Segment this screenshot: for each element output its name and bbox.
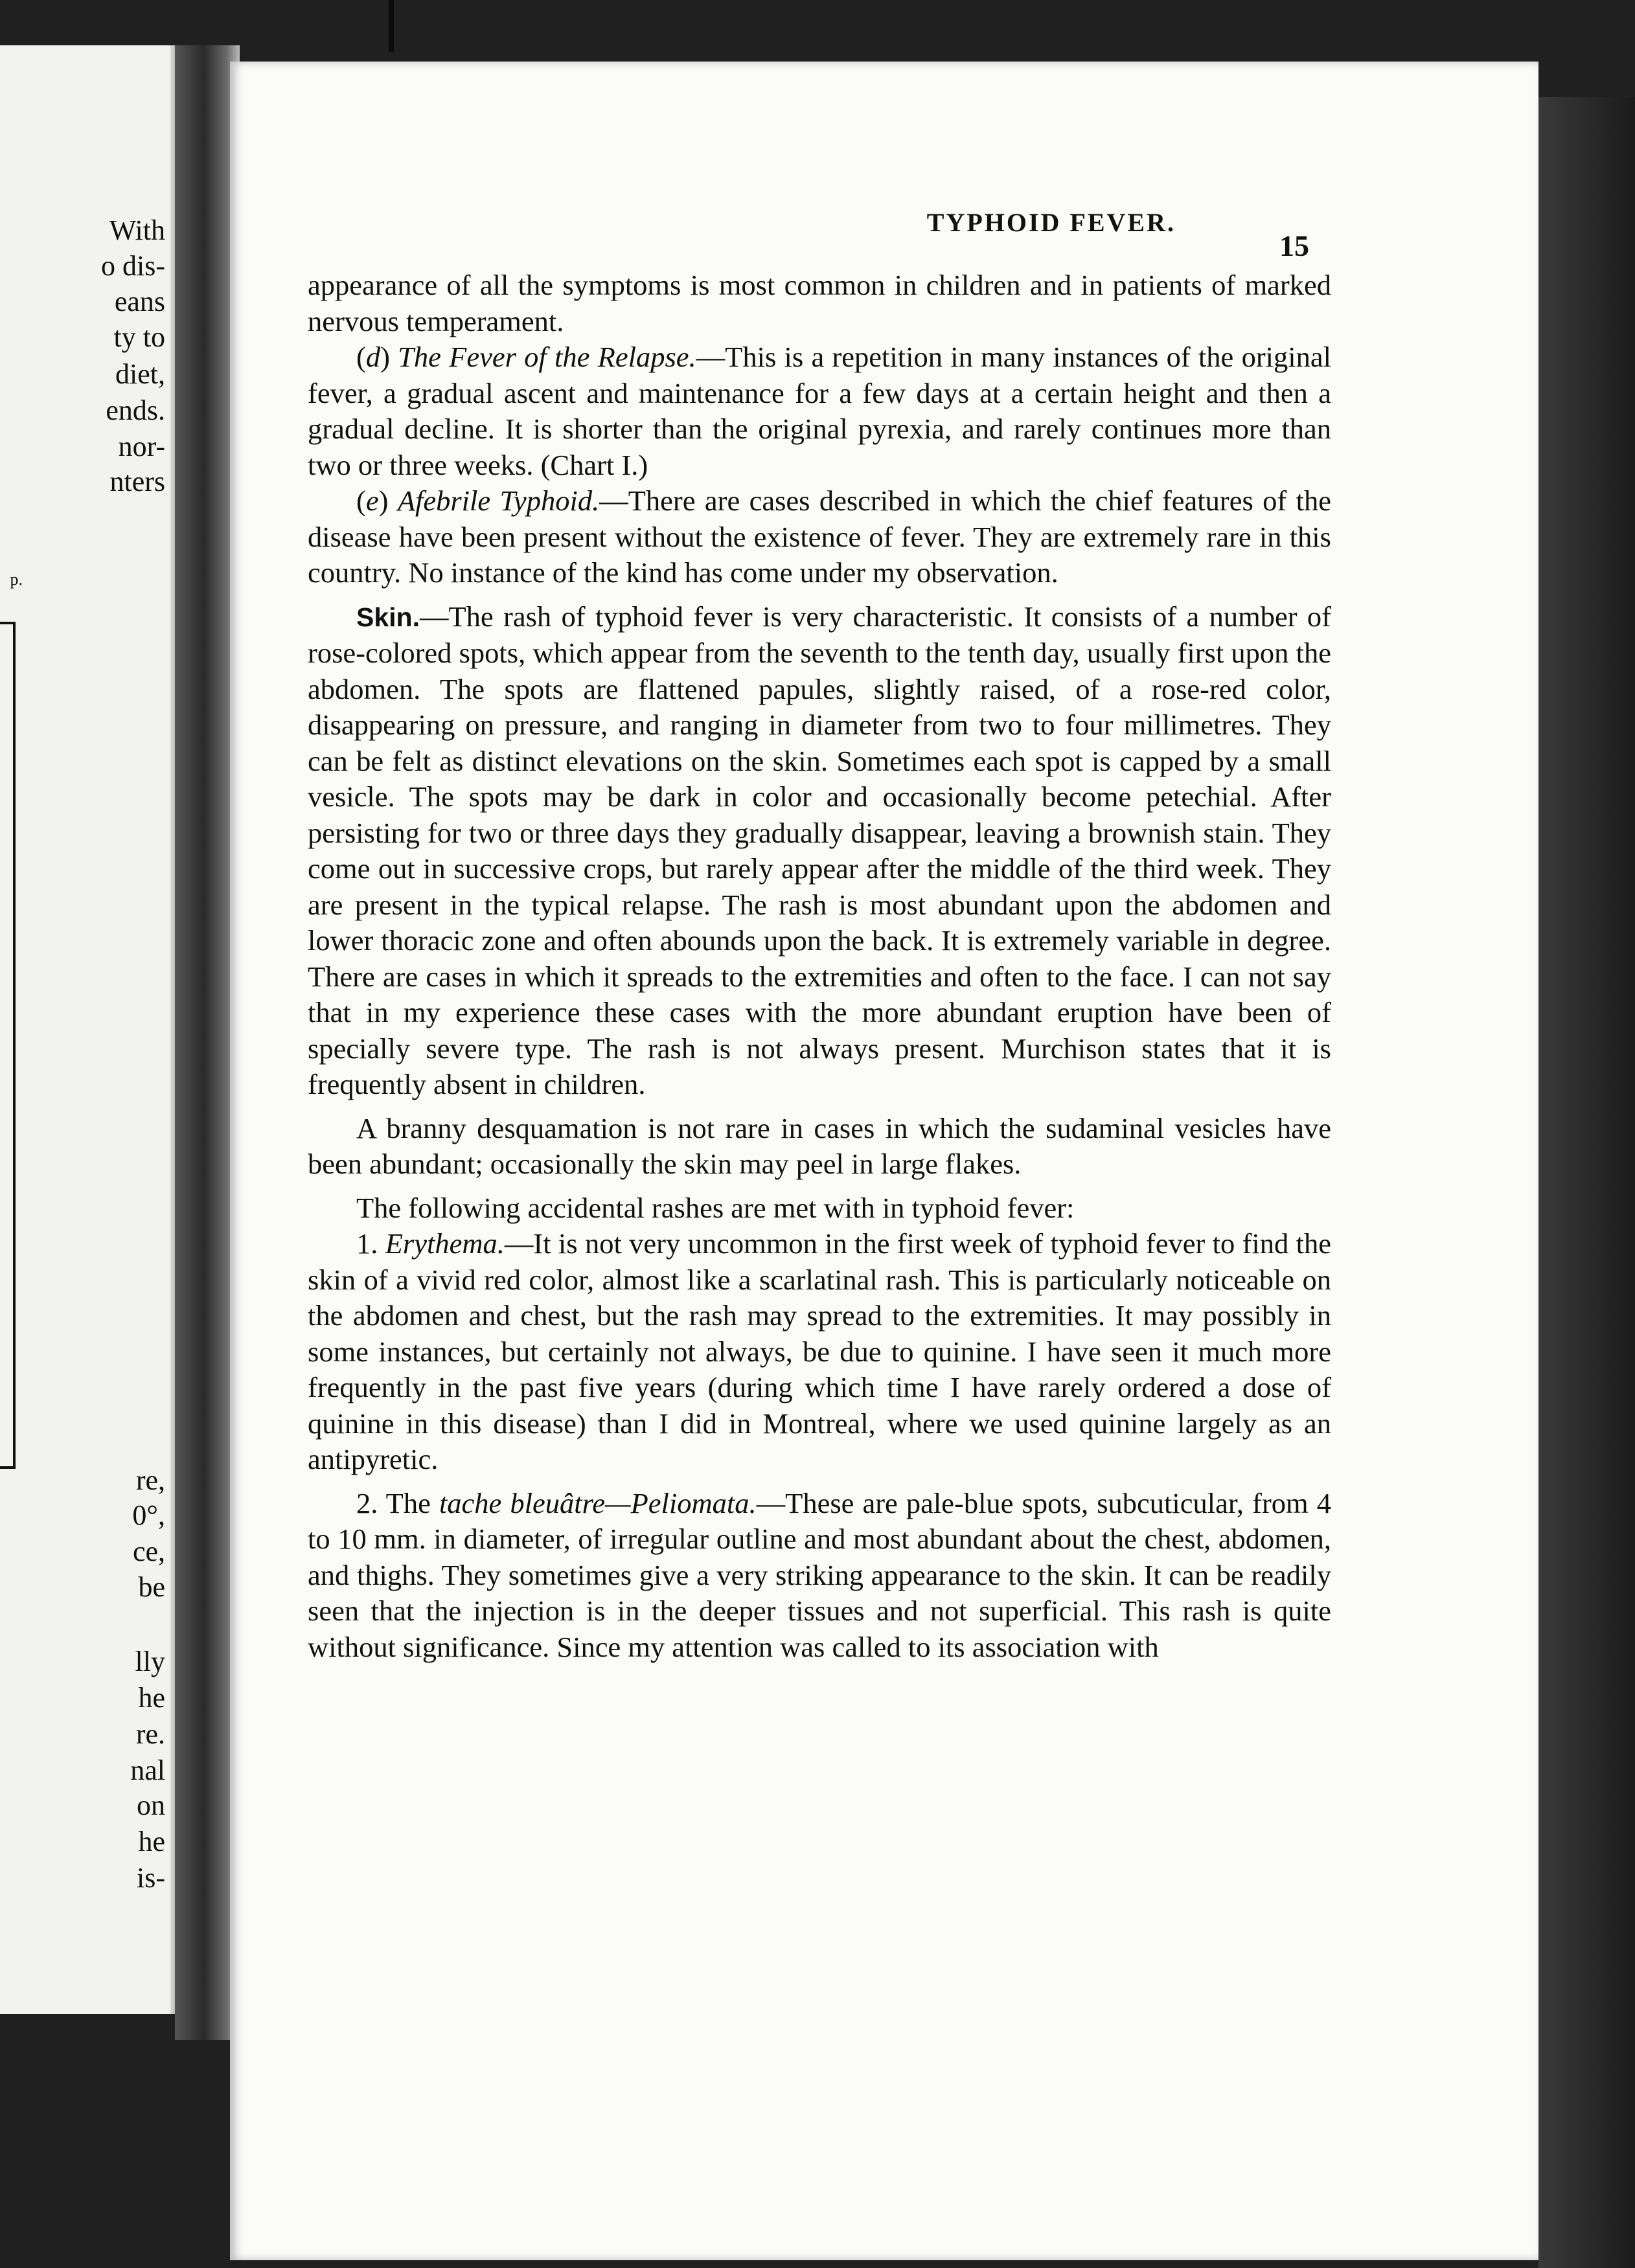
italic-run: The Fever of the Relapse. — [398, 341, 696, 373]
facing-page-fragment: ce, — [132, 1536, 165, 1567]
facing-page-fragment: ty to — [113, 321, 165, 353]
facing-page-fragment: nters — [109, 466, 165, 497]
facing-page-fragment: With — [109, 214, 165, 246]
facing-page-fragment: he — [138, 1682, 165, 1714]
scan-right-edge — [1538, 97, 1635, 2268]
facing-page-fragment: diet, — [115, 358, 165, 390]
facing-page-fragment: he — [138, 1826, 165, 1857]
italic-run: e — [365, 484, 379, 517]
section-heading-run: Skin. — [356, 602, 420, 632]
text-run: The following accidental rashes are met with in typhoid fever: — [356, 1191, 1075, 1224]
facing-page-fragment: nal — [130, 1754, 165, 1786]
italic-run: Afebrile Typhoid. — [397, 484, 600, 517]
text-run: 2. The — [356, 1486, 439, 1519]
paragraph-accidental-rashes-intro — [308, 1190, 1331, 1227]
facing-page-fragment: eans — [114, 286, 165, 317]
facing-page-fragment: re. — [135, 1718, 165, 1750]
facing-page-fragment: p. — [10, 570, 23, 589]
text-run: appearance of all the symptoms is most common in children and in patients of marked nervous temperament. — [308, 269, 1331, 337]
facing-page-fragment: re, — [135, 1464, 165, 1496]
text-run: —These are pale-blue spots, subcuticular, from 4 to 10 mm. in diameter, of irregular outline and most abundant about the chest, abdomen, and thighs. They sometimes give a very striking appearance to the skin. It can be readily seen that the injection is in the deeper tissues and not superficial. This rash is quite without significance. Since my attention was called to its association with — [308, 1486, 1331, 1663]
italic-run: d — [365, 341, 381, 373]
facing-page-fragment: o dis- — [101, 250, 165, 282]
text-run: —The rash of typhoid fever is very characteristic. It consists of a number of rose-colored spots, which appear from the seventh to the tenth day, usually first upon the abdomen. The spots are flattened papules, slightly raised, of a rose-red color, disappearing on pressure, and ranging in diameter from two to four millimetres. They can be felt as distinct elevations on the skin. Sometimes each spot is capped by a small vesicle. The spots may be dark in color and occasionally become petechial. After persisting for two or three days they gradually disappear, leaving a brownish stain. They come out in successive crops, but rarely appear after the middle of the third week. They are present in the typical relapse. The rash is most abundant upon the abdomen and lower thoracic zone and often abounds upon the back. It is extremely variable in degree. There are cases in which it spreads to the extremities and often to the face. I can not say that in my experience these cases with the more abundant eruption have been of specially severe type. The rash is not always present. Murchison states that it is frequently absent in children. — [308, 600, 1331, 1100]
facing-page-left — [0, 45, 185, 2014]
paragraph-afebrile-typhoid — [308, 483, 1331, 591]
text-run: ) — [380, 341, 398, 373]
facing-page-fragment: be — [138, 1571, 165, 1603]
facing-page-box-rule — [0, 622, 16, 1469]
text-run: ( — [356, 341, 366, 373]
facing-page-fragment: is- — [137, 1862, 165, 1894]
book-page — [230, 62, 1538, 2260]
text-run: —It is not very uncommon in the first week of typhoid fever to find the skin of a vivid red color, almost like a scarlatinal rash. This is particularly noticeable on the abdomen and chest, but the rash may spread to the extremities. It may possibly in some instances, but certainly not always, be due to quinine. I have seen it much more frequently in the past five years (during which time I have rarely ordered a dose of quinine in this disease) than I did in Montreal, where we used quinine largely as an antipyretic. — [308, 1227, 1332, 1475]
text-run: —This is a repetition in many instances of the original fever, a gradual ascent and maintenance for a few days at a certain height and then a gradual decline. It is shorter than the original pyrexia, and rarely continues more than two or three weeks. (Chart I.) — [308, 341, 1331, 481]
text-run: A branny desquamation is not rare in cases in which the sudaminal vesicles have been abundant; occasionally the skin may peel in large flakes. — [308, 1111, 1331, 1180]
facing-page-fragment: lly — [135, 1646, 165, 1677]
paragraph-skin-rash — [308, 599, 1331, 1103]
facing-page-fragment: nor- — [118, 431, 165, 462]
page-number: 15 — [1279, 229, 1309, 262]
page-body — [308, 267, 1331, 1665]
facing-page-fragment: 0°, — [132, 1499, 165, 1531]
text-run: ) — [378, 484, 398, 517]
paragraph-desquamation — [308, 1111, 1331, 1183]
running-head: TYPHOID FEVER. — [926, 208, 1176, 237]
paragraph-fever-of-relapse — [308, 339, 1331, 483]
facing-page-fragment: ends. — [106, 394, 165, 426]
italic-run: tache bleuâtre—Peliomata. — [439, 1486, 757, 1519]
paragraph-tache-bleuatre — [308, 1486, 1331, 1666]
paragraph-symptoms-appearance — [308, 267, 1331, 339]
italic-run: Erythema. — [385, 1227, 505, 1260]
text-run: ( — [356, 484, 366, 517]
facing-page-fragment: on — [137, 1789, 165, 1821]
text-run: —There are cases described in which the chief features of the disease have been present without the existence of fever. They are extremely rare in this country. No instance of the kind has come under my observation. — [308, 484, 1332, 589]
scan-mark — [389, 0, 394, 52]
paragraph-erythema — [308, 1226, 1331, 1478]
text-run: 1. — [356, 1227, 385, 1260]
